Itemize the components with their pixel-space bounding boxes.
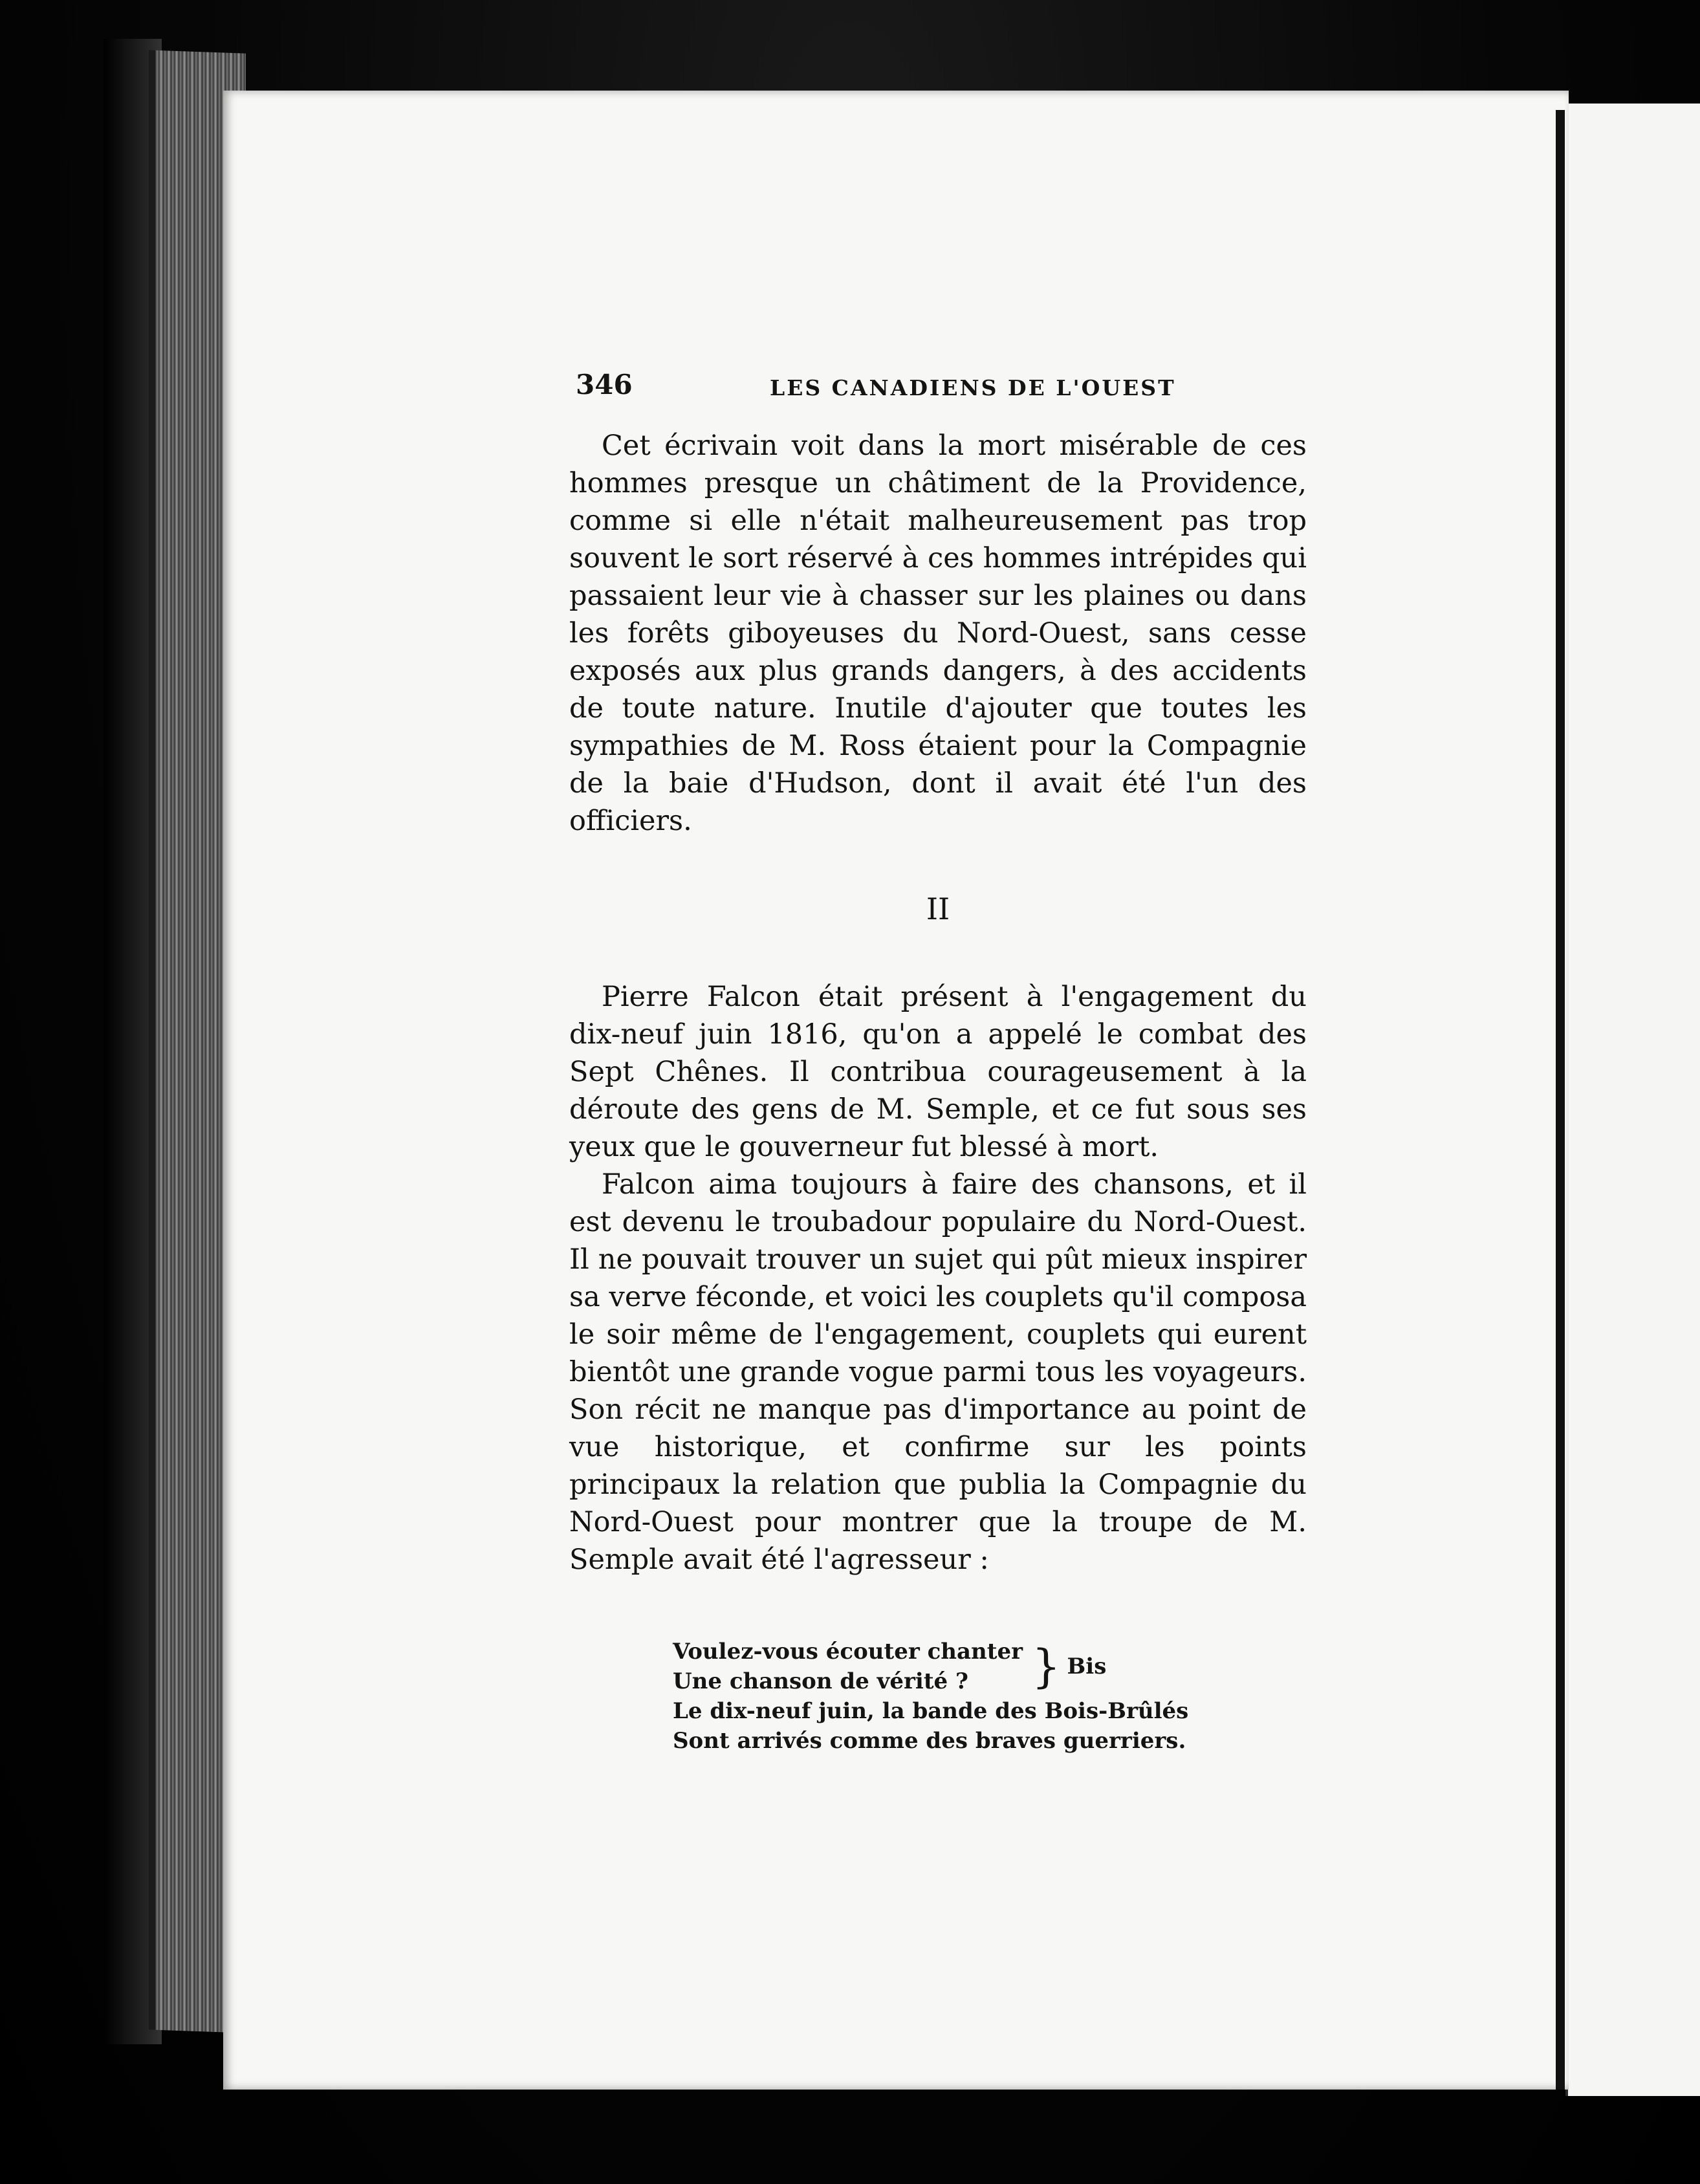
running-title: LES CANADIENS DE L'OUEST: [770, 375, 1176, 400]
brace-icon: }: [1032, 1640, 1061, 1693]
poem-line: Le dix-neuf juin, la bande des Bois-Brûlés: [673, 1698, 1189, 1724]
paragraph: Cet écrivain voit dans la mort misérable de ces hommes presque un châtiment de la Providence, comme si elle n'était malheureusement pas trop souvent le sort réservé à ces hommes intrépides qui passaient leur vie à chasser sur les plaines ou dans les forêts giboyeuses du Nord-Ouest, sans cesse exposés aux plus grands dangers, à des accidents de toute nature. Inutile d'ajouter que toutes les sympathies de M. Ross étaient pour la Compagnie de la baie d'Hudson, dont il avait été l'un des officiers.: [569, 430, 1307, 837]
repeat-mark: Bis: [1067, 1654, 1107, 1679]
page-text-block: [569, 369, 1307, 1756]
page-gutter: [1556, 110, 1565, 2090]
paragraph: Pierre Falcon était présent à l'engagement du dix-neuf juin 1816, qu'on a appelé le combat des Sept Chênes. Il contribua courageusement à la déroute des gens de M. Semple, et ce fut sous ses yeux que le gouverneur fut blessé à mort.: [569, 981, 1307, 1163]
poem-line: Voulez-vous écouter chanter: [673, 1639, 1023, 1665]
section-numeral: II: [926, 891, 950, 926]
page-number: 346: [576, 369, 633, 400]
facing-page: [1565, 104, 1700, 2096]
running-head: [569, 369, 1307, 427]
poem-line: Une chanson de vérité ?: [673, 1668, 968, 1694]
poem-bracketed-group: [673, 1637, 1307, 1696]
paragraph: Falcon aima toujours à faire des chansons, et il est devenu le troubadour populaire du Nord-Ouest. Il ne pouvait trouver un sujet qui pût mieux inspirer sa verve féconde, et voici les couplets qu'il composa le soir même de l'engagement, couplets qui eurent bientôt une grande vogue parmi tous les voyageurs. Son récit ne manque pas d'importance au point de vue historique, et confirme sur les points principaux la relation que publia la Compagnie du Nord-Ouest pour montrer que la troupe de M. Semple avait été l'agresseur :: [569, 1168, 1307, 1576]
song-excerpt: [673, 1637, 1307, 1756]
poem-line: Sont arrivés comme des braves guerriers.: [673, 1728, 1186, 1754]
